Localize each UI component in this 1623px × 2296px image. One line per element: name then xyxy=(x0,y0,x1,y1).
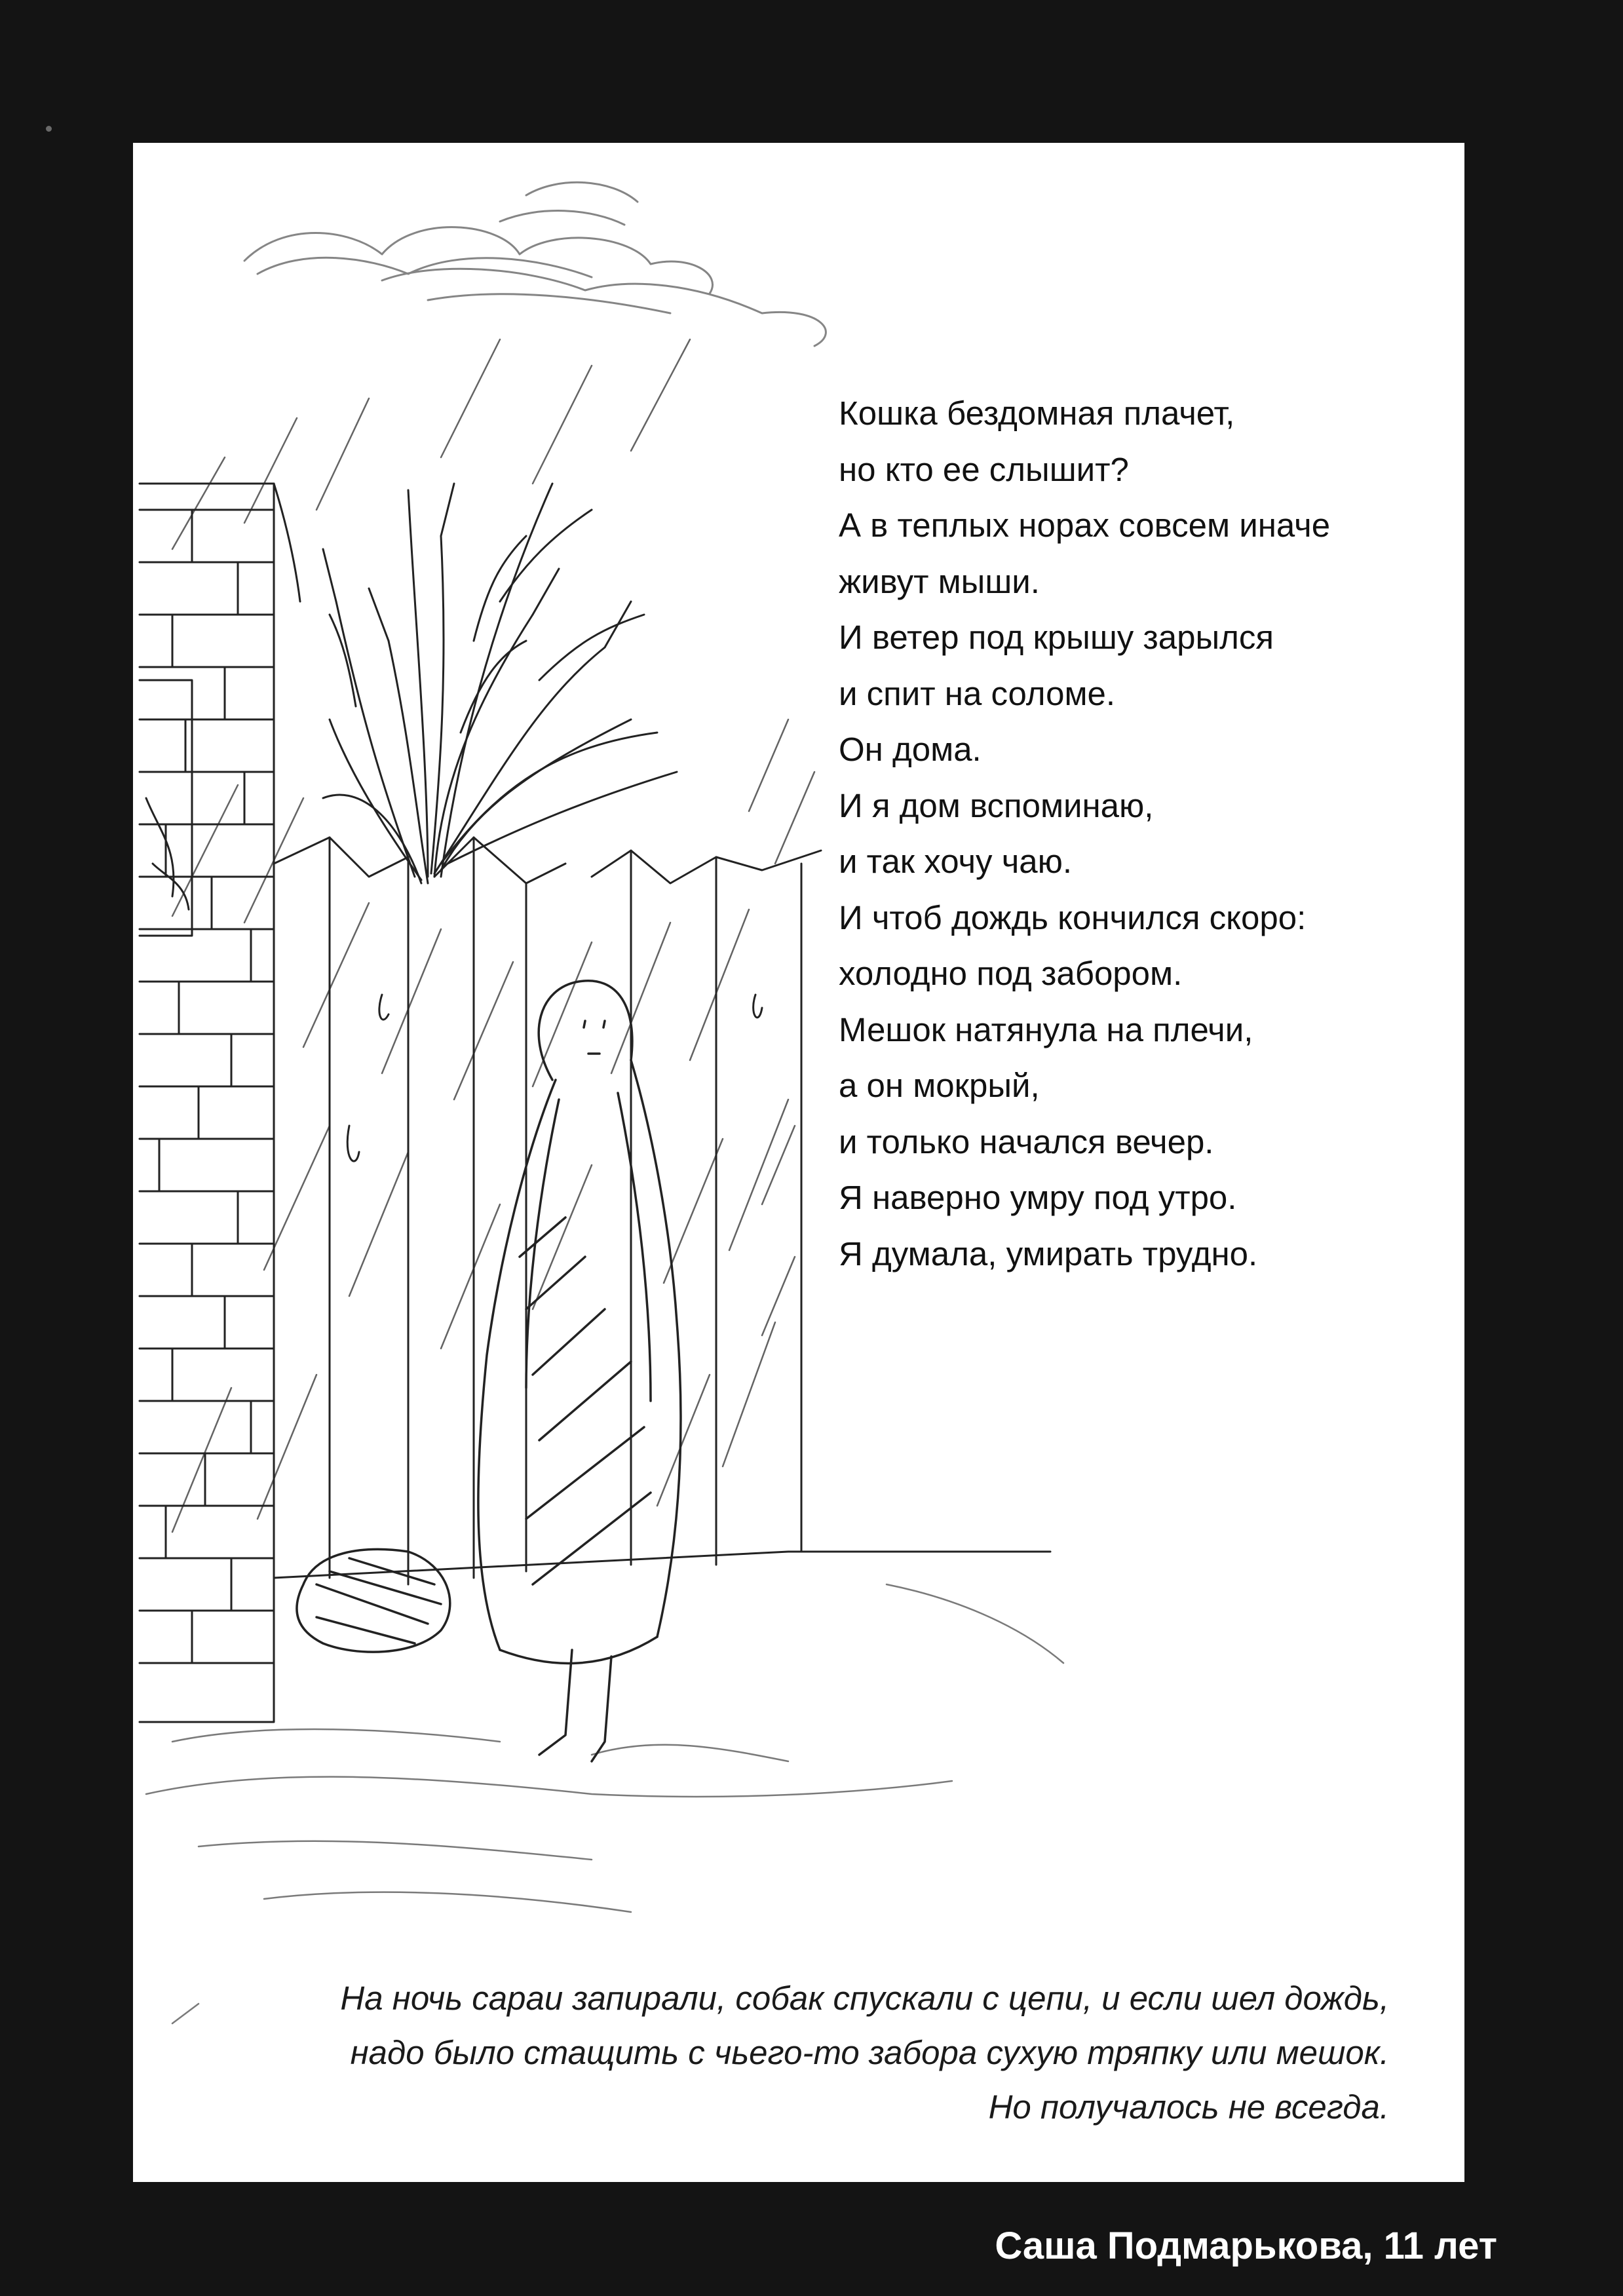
poem-line: а он мокрый, xyxy=(839,1067,1040,1104)
brick-wall xyxy=(140,484,300,1722)
caption-line: На ночь сараи запирали, собак спускали с цепи, и если шел дождь, xyxy=(340,1980,1389,2017)
poem-line: и так хочу чаю. xyxy=(839,843,1073,880)
author-credit: Саша Подмарькова, 11 лет xyxy=(995,2225,1497,2267)
dog-bundle xyxy=(297,1550,450,1653)
poem-line: но кто ее слышит? xyxy=(839,450,1129,488)
poem-line: и спит на соломе. xyxy=(839,674,1116,712)
caption-line: Но получалось не всегда. xyxy=(988,2088,1389,2126)
poem-line: Я думала, умирать трудно. xyxy=(839,1234,1258,1272)
girl-figure xyxy=(478,981,681,1761)
caption-line: надо было стащить с чьего-то забора сухую тряпку или мешок. xyxy=(350,2034,1389,2071)
caption xyxy=(105,1971,1389,2134)
poem-line: Кошка бездомная плачет, xyxy=(839,394,1235,432)
poem-line: А в теплых норах совсем иначе xyxy=(839,507,1331,544)
poem-line: живут мыши. xyxy=(839,562,1040,600)
rain-strokes xyxy=(172,339,814,1532)
ground-puddles xyxy=(146,1584,1063,2023)
dust-speck xyxy=(46,126,52,132)
poem-line: и только начался вечер. xyxy=(839,1122,1214,1160)
poem-line: И чтоб дождь кончился скоро: xyxy=(839,898,1307,936)
paper-sheet xyxy=(133,143,1464,2182)
poem-line: Он дома. xyxy=(839,731,982,768)
poem-line: И я дом вспоминаю, xyxy=(839,786,1154,824)
poem xyxy=(839,385,1461,1282)
poem-line: Мешок натянула на плечи, xyxy=(839,1010,1253,1048)
poem-line: холодно под забором. xyxy=(839,955,1183,992)
cloud-scribbles xyxy=(244,182,826,346)
poem-line: Я наверно умру под утро. xyxy=(839,1179,1237,1216)
poem-line: И ветер под крышу зарылся xyxy=(839,619,1274,656)
bare-bush xyxy=(323,484,677,883)
